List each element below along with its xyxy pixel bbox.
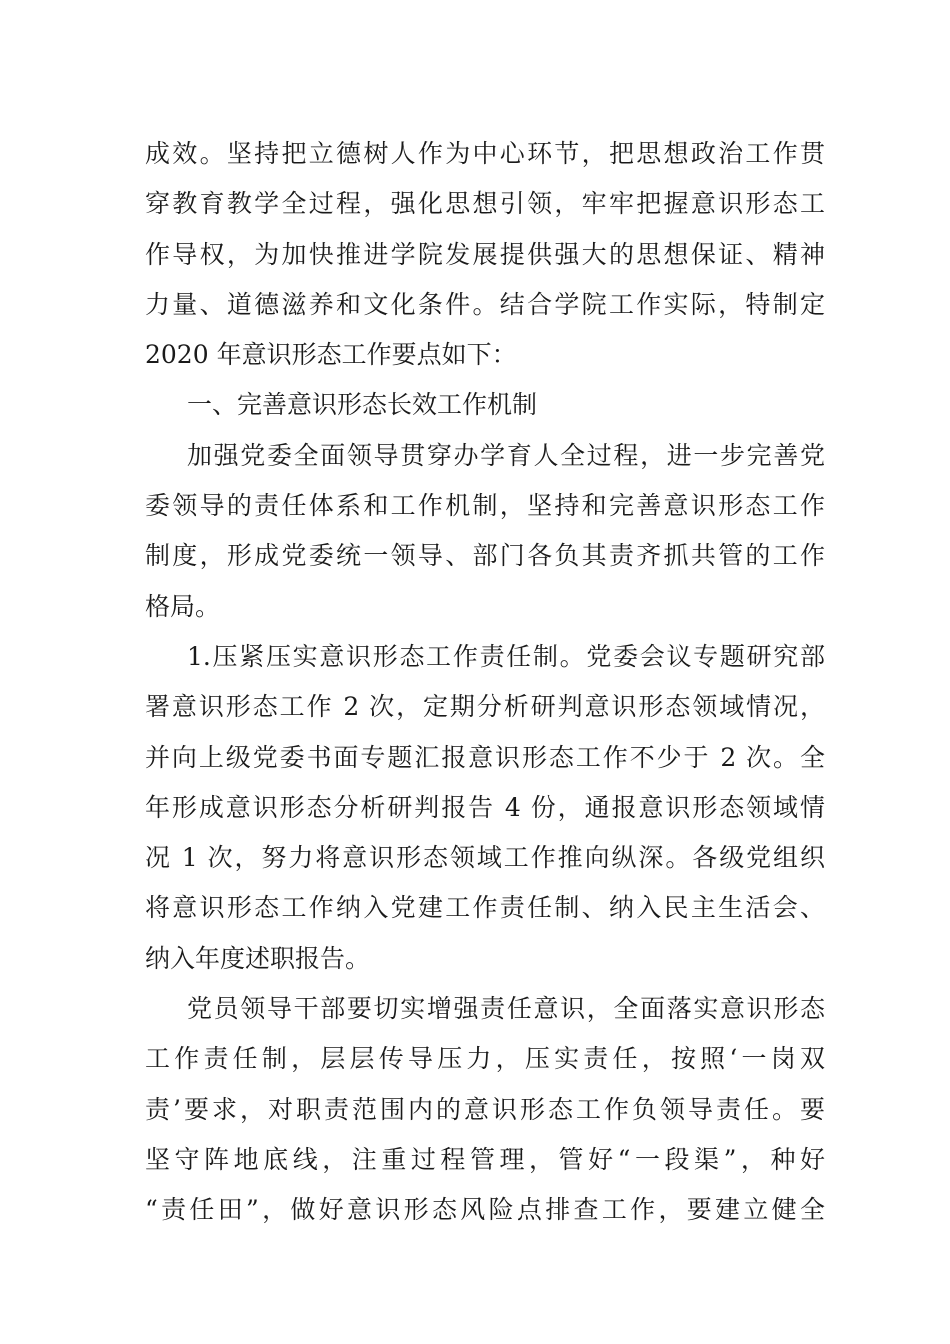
text-line: 责’要求，对职责范围内的意识形态工作负领导责任。要 bbox=[145, 1094, 825, 1124]
text-line: 作导权，为加快推进学院发展提供强大的思想保证、精神 bbox=[145, 239, 825, 269]
text-line: 并向上级党委书面专题汇报意识形态工作不少于 2 次。全 bbox=[145, 742, 825, 772]
text-line: 纳入年度述职报告。 bbox=[145, 943, 371, 973]
text-line: 况 1 次，努力将意识形态领域工作推向纵深。各级党组织 bbox=[145, 843, 825, 873]
text-line: 党员领导干部要切实增强责任意识，全面落实意识形态 bbox=[187, 994, 825, 1024]
text-line: 1.压紧压实意识形态工作责任制。党委会议专题研究部 bbox=[187, 641, 825, 671]
text-line: 成效。坚持把立德树人作为中心环节，把思想政治工作贯 bbox=[145, 139, 825, 168]
text-line: 将意识形态工作纳入党建工作责任制、纳入民主生活会、 bbox=[145, 893, 825, 923]
text-line: 力量、道德滋养和文化条件。结合学院工作实际，特制定 bbox=[145, 289, 825, 319]
section-heading: 一、完善意识形态长效工作机制 bbox=[187, 390, 538, 420]
text-line: 年形成意识形态分析研判报告 4 份，通报意识形态领域情 bbox=[145, 792, 825, 822]
text-line: 署意识形态工作 2 次，定期分析研判意识形态领域情况， bbox=[145, 692, 825, 722]
text-line: 委领导的责任体系和工作机制，坚持和完善意识形态工作 bbox=[145, 491, 825, 521]
body-text bbox=[145, 129, 825, 1236]
text-line: 坚守阵地底线，注重过程管理，管好“一段渠”，种好 bbox=[145, 1144, 825, 1174]
text-line: 工作责任制，层层传导压力，压实责任，按照‘一岗双 bbox=[145, 1044, 825, 1074]
text-line: 格局。 bbox=[145, 591, 221, 621]
text-line: 2020 年意识形态工作要点如下： bbox=[145, 340, 517, 370]
text-line: 制度，形成党委统一领导、部门各负其责齐抓共管的工作 bbox=[145, 541, 825, 571]
text-line: “责任田”，做好意识形态风险点排查工作，要建立健全 bbox=[145, 1195, 825, 1225]
text-line: 加强党委全面领导贯穿办学育人全过程，进一步完善党 bbox=[187, 440, 825, 470]
text-line: 穿教育教学全过程，强化思想引领，牢牢把握意识形态工 bbox=[145, 189, 825, 219]
